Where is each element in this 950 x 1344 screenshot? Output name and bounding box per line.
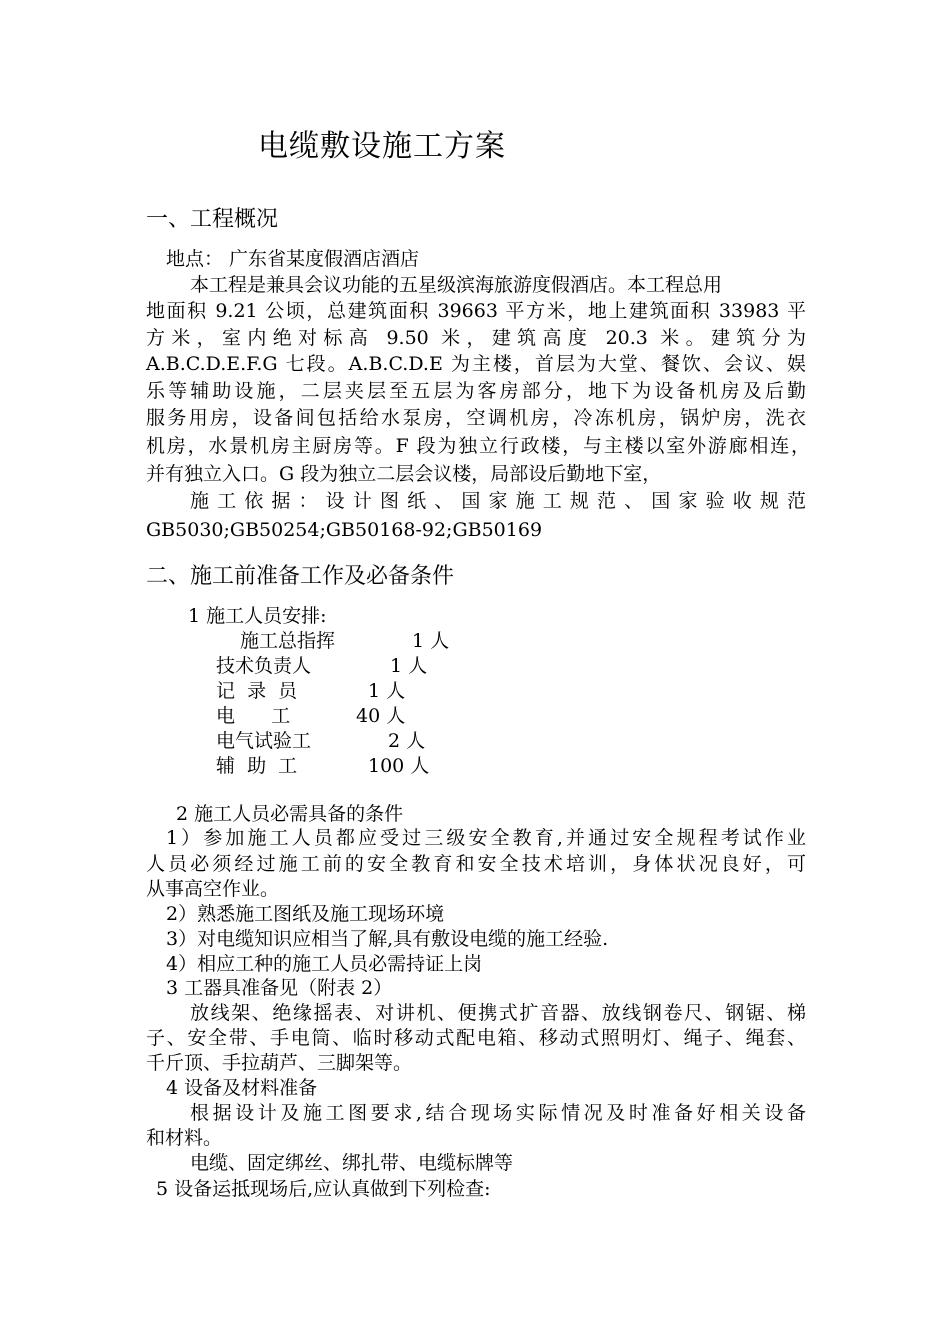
desc-line-1: 本工程是兼具会议功能的五星级滨海旅游度假酒店。本工程总用 <box>190 274 723 296</box>
condition-3: 3）对电缆知识应相当了解,具有敷设电缆的施工经验. <box>166 928 609 950</box>
tools-line-1: 放线架、绝缘摇表、对讲机、便携式扩音器、放线钢卷尺、钢锯、梯 <box>190 1002 806 1024</box>
staff-count: 1 人 <box>368 680 406 702</box>
staff-role: 电气试验工 <box>216 730 312 752</box>
staff-title: 1 施工人员安排: <box>188 605 327 627</box>
material-line-1: 根据设计及施工图要求,结合现场实际情况及时准备好相关设备 <box>190 1102 806 1124</box>
condition-1-line-3: 从事高空作业。 <box>146 878 280 900</box>
staff-count: 40 人 <box>356 705 406 727</box>
tools-line-2: 子、安全带、手电筒、临时移动式配电箱、移动式照明灯、绳子、绳套、 <box>146 1027 806 1049</box>
tools-line-3: 千斤顶、手拉葫芦、三脚架等。 <box>146 1052 413 1074</box>
location-line: 地点： 广东省某度假酒店酒店 <box>166 248 420 270</box>
check-title: 5 设备运抵现场后,应认真做到下列检查: <box>156 1178 491 1200</box>
staff-count: 2 人 <box>388 730 426 752</box>
material-line-2: 和材料。 <box>146 1127 223 1149</box>
basis-line-2: GB5030;GB50254;GB50168-92;GB50169 <box>146 519 543 541</box>
desc-line-6: 服务用房，设备间包括给水泵房，空调机房，冷冻机房，锅炉房，洗衣 <box>146 407 806 429</box>
staff-role: 辅 助 工 <box>216 755 298 777</box>
desc-line-7: 机房，水景机房主厨房等。F 段为独立行政楼，与主楼以室外游廊相连， <box>146 435 810 457</box>
section-heading-preparation: 二、施工前准备工作及必备条件 <box>146 564 455 589</box>
condition-4: 4）相应工种的施工人员必需持证上岗 <box>166 953 483 975</box>
page-title: 电缆敷设施工方案 <box>258 129 506 164</box>
tools-title: 3 工器具准备见（附表 2） <box>166 977 393 999</box>
desc-line-5: 乐等辅助设施，二层夹层至五层为客房部分，地下为设备机房及后勤 <box>146 380 806 402</box>
conditions-title: 2 施工人员必需具备的条件 <box>176 803 404 825</box>
material-title: 4 设备及材料准备 <box>166 1077 318 1099</box>
desc-line-2: 地面积 9.21 公顷，总建筑面积 39663 平方米，地上建筑面积 33983 平 <box>146 300 806 322</box>
desc-line-3: 方米，室内绝对标高 9.50 米，建筑高度 20.3 米。建筑分为 <box>146 327 806 349</box>
staff-count: 1 人 <box>390 655 428 677</box>
staff-role: 记 录 员 <box>216 680 298 702</box>
condition-1-line-2: 人员必须经过施工前的安全教育和安全技术培训，身体状况良好，可 <box>146 853 806 875</box>
staff-count: 100 人 <box>368 755 430 777</box>
desc-line-4: A.B.C.D.E.F.G 七段。A.B.C.D.E 为主楼，首层为大堂、餐饮、会议、娱 <box>146 353 806 375</box>
staff-role: 技术负责人 <box>216 655 312 677</box>
basis-line-1: 施工依据：设计图纸、国家施工规范、国家验收规范 <box>190 490 806 512</box>
section-heading-overview: 一、工程概况 <box>146 207 279 232</box>
staff-role: 施工总指挥 <box>240 630 336 652</box>
condition-2: 2）熟悉施工图纸及施工现场环境 <box>166 903 445 925</box>
staff-role: 电 工 <box>216 705 291 727</box>
material-list: 电缆、固定绑丝、绑扎带、电缆标牌等 <box>190 1152 514 1174</box>
staff-count: 1 人 <box>412 630 450 652</box>
desc-line-8: 并有独立入口。G 段为独立二层会议楼，局部设后勤地下室， <box>146 463 662 485</box>
condition-1-line-1: 1）参加施工人员都应受过三级安全教育,并通过安全规程考试作业 <box>166 827 806 849</box>
